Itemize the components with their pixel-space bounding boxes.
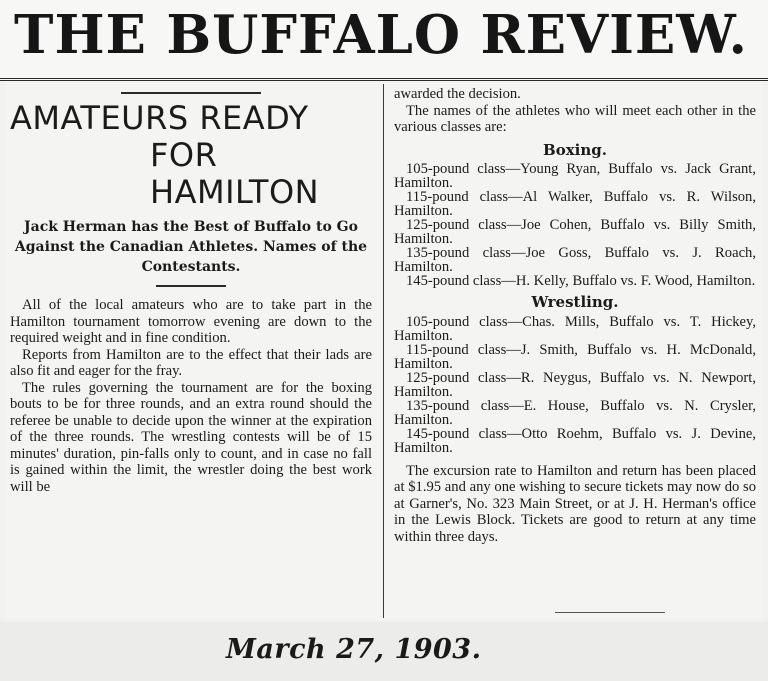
bout-entry: 135-pound class—E. House, Buffalo vs. N. Crysler, Hamilton. bbox=[394, 397, 756, 428]
paragraph: The excursion rate to Hamilton and return has been placed at $1.95 and any one wishing to secure tickets may now do so at Garner's, No. 323 Main Street, or at J. H. Herman's office in the Lewis Block. Tickets are good to return at any time within three days. bbox=[394, 462, 756, 545]
masthead bbox=[0, 0, 768, 81]
newspaper-title: THE BUFFALO REVIEW. bbox=[14, 4, 749, 66]
bout-entry: 125-pound class—Joe Cohen, Buffalo vs. Billy Smith, Hamilton. bbox=[394, 217, 756, 247]
bout-entry: 105-pound class—Chas. Mills, Buffalo vs. T. Hickey, Hamilton. bbox=[394, 313, 756, 344]
dateline: March 27, 1903. bbox=[226, 634, 482, 665]
wrestling-heading: Wrestling. bbox=[531, 293, 619, 311]
deck-rule bbox=[156, 285, 226, 287]
paragraph: The rules governing the tournament are for the boxing bouts to be for three rounds, and an extra round should the referee be unable to decide upon the winner at the expiration of the three rounds. The wrestling contests will be of 15 minutes' duration, pin-falls only to count, and in case no fall is gained within the limit, the wrestler doing the best work will be bbox=[10, 379, 372, 495]
continuation-text: awarded the decision. bbox=[394, 86, 521, 102]
boxing-heading: Boxing. bbox=[543, 140, 607, 159]
paragraph: The names of the athletes who will meet each other in the various classes are: bbox=[394, 102, 756, 135]
left-column bbox=[10, 84, 372, 495]
bout-entry: 105-pound class—Young Ryan, Buffalo vs. Jack Grant, Hamilton. bbox=[394, 161, 756, 191]
headline-line-1: AMATEURS READY bbox=[10, 99, 309, 137]
bout-entry: 115-pound class—J. Smith, Buffalo vs. H. McDonald, Hamilton. bbox=[394, 341, 756, 372]
bout-entry: 145-pound class—H. Kelly, Buffalo vs. F. Wood, Hamilton. bbox=[406, 273, 756, 289]
bout-entry: 115-pound class—Al Walker, Buffalo vs. R. Wilson, Hamilton. bbox=[394, 189, 756, 219]
column-divider bbox=[383, 84, 384, 618]
bottom-rule bbox=[555, 612, 665, 613]
deck-subheadline: Jack Herman has the Best of Buffalo to Go Against the Canadian Athletes. Names of the Contestants. bbox=[14, 219, 368, 275]
paragraph: Reports from Hamilton are to the effect that their lads are also fit and eager for the fray. bbox=[10, 346, 372, 379]
headline bbox=[10, 100, 372, 211]
bout-entry: 135-pound class—Joe Goss, Buffalo vs. J. Roach, Hamilton. bbox=[394, 245, 756, 275]
right-column bbox=[394, 86, 756, 545]
bout-entry: 125-pound class—R. Neygus, Buffalo vs. N. Newport, Hamilton. bbox=[394, 369, 756, 400]
paragraph: All of the local amateurs who are to take part in the Hamilton tournament tomorrow evening are down to the required weight and in fine condition. bbox=[10, 297, 372, 346]
bout-entry: 145-pound class—Otto Roehm, Buffalo vs. J. Devine, Hamilton. bbox=[394, 425, 756, 456]
top-rule bbox=[121, 92, 261, 94]
headline-line-2: FOR HAMILTON bbox=[150, 136, 320, 211]
